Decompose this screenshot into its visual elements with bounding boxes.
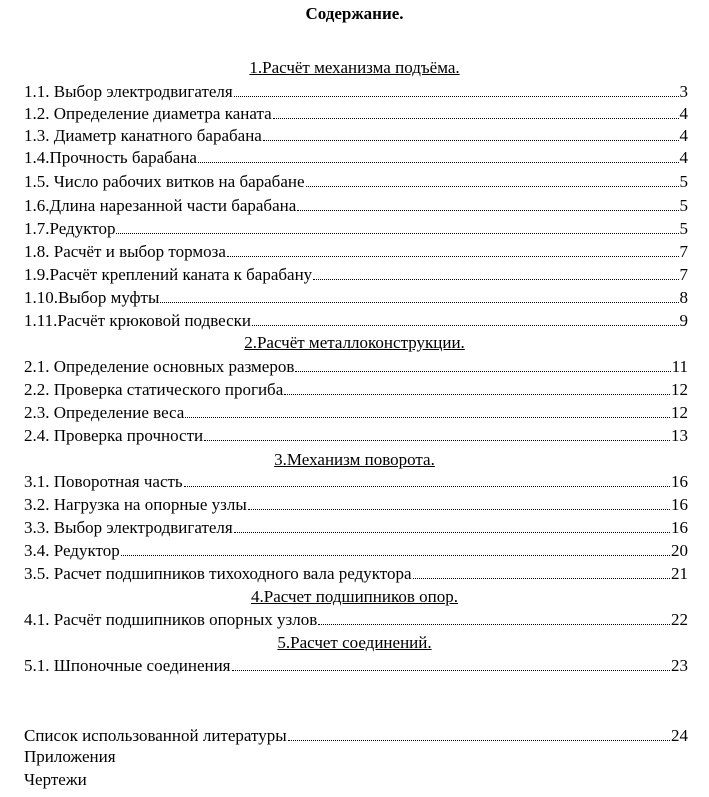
toc-entry[interactable] — [24, 470, 688, 492]
toc-entry-label: 2.2. Проверка статического прогиба — [24, 380, 284, 399]
toc-page-number: 16 — [671, 495, 688, 514]
section-heading: 4.Расчет подшипников опор. — [251, 587, 458, 606]
toc-entry[interactable] — [24, 493, 688, 515]
toc-entry[interactable] — [24, 146, 688, 168]
toc-entry[interactable] — [24, 170, 688, 192]
toc-entry-label: 1.3. Диаметр канатного барабана — [24, 126, 262, 145]
toc-entry-label: 1.6.Длина нарезанной части барабана — [24, 196, 297, 215]
toc-page-number: 11 — [671, 357, 688, 376]
toc-page-number: 4 — [679, 148, 688, 167]
dot-leader — [252, 309, 678, 326]
dot-leader — [288, 724, 670, 741]
toc-page-number: 24 — [671, 726, 688, 745]
toc-page-number: 8 — [679, 288, 688, 307]
dot-leader — [160, 286, 678, 303]
toc-page-number: 23 — [671, 656, 688, 675]
section-heading: 1.Расчёт механизма подъёма. — [249, 58, 460, 77]
toc-page-number: 4 — [679, 126, 688, 145]
toc-entry-label: 2.3. Определение веса — [24, 403, 185, 422]
toc-page-number: 7 — [679, 242, 688, 261]
dot-leader — [121, 539, 670, 556]
toc-page-number: 22 — [671, 610, 688, 629]
toc-entry-label: 1.8. Расчёт и выбор тормоза — [24, 242, 226, 261]
toc-page-number: 21 — [671, 564, 688, 583]
dot-leader — [413, 562, 670, 579]
dot-leader — [248, 493, 670, 510]
toc-entry[interactable] — [24, 263, 688, 285]
toc-entry[interactable] — [24, 217, 688, 239]
toc-entry[interactable] — [24, 102, 688, 124]
toc-entry-label: 5.1. Шпоночные соединения — [24, 656, 231, 675]
toc-entry-label: 3.3. Выбор электродвигателя — [24, 518, 233, 537]
toc-page-number: 16 — [671, 472, 688, 491]
dot-leader — [297, 194, 678, 211]
toc-entry[interactable] — [24, 80, 688, 102]
section-heading: 5.Расчет соединений. — [277, 633, 432, 652]
dot-leader — [185, 401, 670, 418]
toc-entry-label: 1.10.Выбор муфты — [24, 288, 160, 307]
toc-page-number: 4 — [679, 104, 688, 123]
toc-entry[interactable] — [24, 401, 688, 423]
toc-page-number: 16 — [671, 518, 688, 537]
dot-leader — [184, 470, 670, 487]
dot-leader — [232, 654, 671, 671]
dot-leader — [273, 102, 679, 119]
toc-entry[interactable] — [24, 194, 688, 216]
toc-entry-label: 2.4. Проверка прочности — [24, 426, 204, 445]
dot-leader — [116, 217, 678, 234]
dot-leader — [204, 424, 670, 441]
toc-entry-label: 1.11.Расчёт крюковой подвески — [24, 311, 252, 330]
dot-leader — [295, 355, 670, 372]
page-title: Содержание. — [305, 4, 404, 23]
toc-entry[interactable] — [24, 309, 688, 331]
toc-entry-label: 3.1. Поворотная часть — [24, 472, 183, 491]
toc-entry-label: 1.5. Число рабочих витков на барабане — [24, 172, 305, 191]
toc-entry[interactable] — [24, 724, 688, 746]
toc-entry-label: 4.1. Расчёт подшипников опорных узлов — [24, 610, 318, 629]
toc-entry[interactable] — [24, 516, 688, 538]
drawings-entry[interactable]: Чертежи — [24, 770, 87, 789]
toc-entry-label: 2.1. Определение основных размеров — [24, 357, 295, 376]
section-heading: 2.Расчёт металлоконструкции. — [244, 333, 465, 352]
toc-entry-label: 3.4. Редуктор — [24, 541, 120, 560]
dot-leader — [234, 80, 679, 97]
toc-entry-label: 1.4.Прочность барабана — [24, 148, 197, 167]
toc-entry[interactable] — [24, 608, 688, 630]
toc-entry-label: Список использованной литературы — [24, 726, 287, 745]
dot-leader — [306, 170, 679, 187]
dot-leader — [227, 240, 679, 257]
toc-page-number: 13 — [671, 426, 688, 445]
toc-entry[interactable] — [24, 378, 688, 400]
toc-page-number: 12 — [671, 380, 688, 399]
dot-leader — [313, 263, 678, 280]
toc-page-number: 9 — [679, 311, 688, 330]
toc-page-number: 3 — [679, 82, 688, 101]
toc-entry-label: 1.2. Определение диаметра каната — [24, 104, 272, 123]
toc-entry[interactable] — [24, 240, 688, 262]
dot-leader — [318, 608, 670, 625]
appendices-entry[interactable]: Приложения — [24, 747, 116, 766]
dot-leader — [284, 378, 670, 395]
dot-leader — [234, 516, 670, 533]
section-heading: 3.Механизм поворота. — [274, 450, 435, 469]
toc-entry-label: 3.2. Нагрузка на опорные узлы — [24, 495, 247, 514]
toc-entry-label: 1.9.Расчёт креплений каната к барабану — [24, 265, 313, 284]
toc-entry[interactable] — [24, 539, 688, 561]
toc-entry[interactable] — [24, 355, 688, 377]
toc-entry-label: 1.7.Редуктор — [24, 219, 116, 238]
toc-page-number: 7 — [679, 265, 688, 284]
toc-entry[interactable] — [24, 654, 688, 676]
toc-entry[interactable] — [24, 424, 688, 446]
toc-page-number: 5 — [679, 172, 688, 191]
toc-page-number: 12 — [671, 403, 688, 422]
dot-leader — [263, 124, 679, 141]
toc-page-number: 5 — [679, 219, 688, 238]
toc-page-number: 20 — [671, 541, 688, 560]
toc-entry[interactable] — [24, 562, 688, 584]
toc-entry[interactable] — [24, 124, 688, 146]
toc-page-number: 5 — [679, 196, 688, 215]
toc-entry-label: 3.5. Расчет подшипников тихоходного вала редуктора — [24, 564, 412, 583]
dot-leader — [198, 146, 679, 163]
toc-entry[interactable] — [24, 286, 688, 308]
toc-entry-label: 1.1. Выбор электродвигателя — [24, 82, 233, 101]
